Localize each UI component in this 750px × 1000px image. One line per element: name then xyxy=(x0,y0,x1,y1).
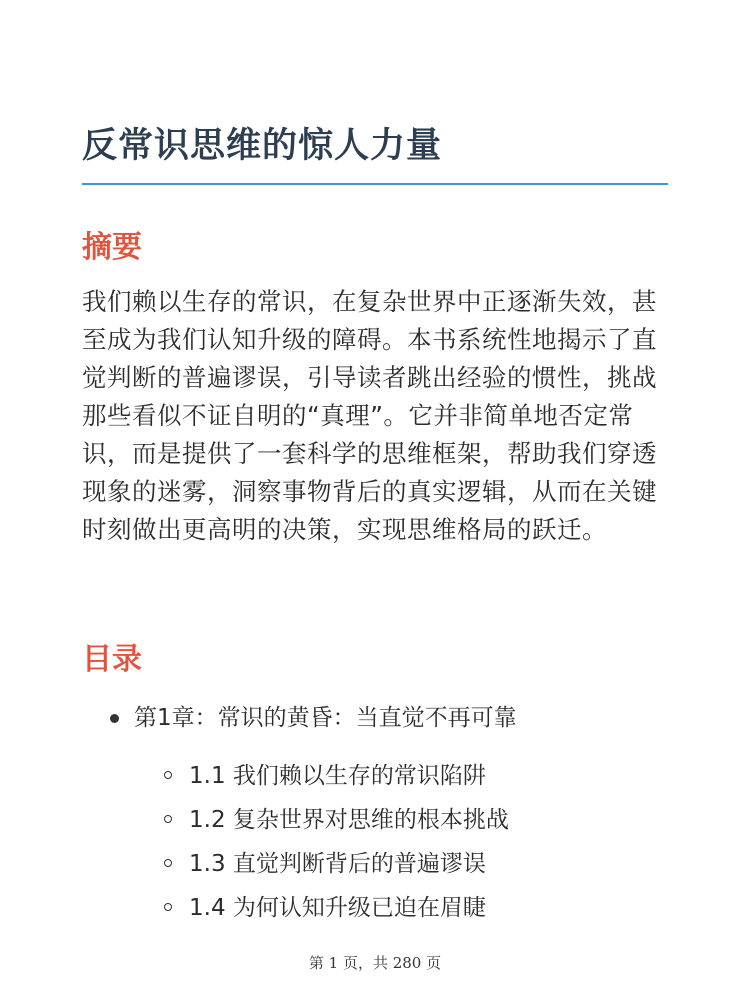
toc-chapter-label: 第1章：常识的黄昏：当直觉不再可靠 xyxy=(134,705,517,731)
toc-section-label: 1.4 为何认知升级已迫在眉睫 xyxy=(189,895,486,921)
hollow-bullet-icon xyxy=(164,859,172,867)
toc-section-item[interactable] xyxy=(82,890,668,934)
hollow-bullet-icon xyxy=(164,771,172,779)
abstract-heading: 摘要 xyxy=(82,230,142,265)
table-of-contents xyxy=(82,700,668,736)
abstract-paragraph: 我们赖以生存的常识，在复杂世界中正逐渐失效，甚至成为我们认知升级的障碍。本书系统性地揭示了直觉判断的普遍谬误，引导读者跳出经验的惯性，挑战那些看似不证自明的“真理”。它并非简单地否定常识，而是提供了一套科学的思维框架，帮助我们穿透现象的迷雾，洞察事物背后的真实逻辑，从而在关键时刻做出更高明的决策，实现思维格局的跃迁。 xyxy=(82,287,657,544)
toc-chapter-1[interactable] xyxy=(82,700,668,736)
toc-section-label: 1.3 直觉判断背后的普遍谬误 xyxy=(189,851,486,877)
toc-section-item[interactable] xyxy=(82,758,668,802)
toc-section-label: 1.2 复杂世界对思维的根本挑战 xyxy=(189,807,509,833)
filled-bullet-icon xyxy=(110,714,119,723)
page-number-footer: 第 1 页，共 280 页 xyxy=(308,954,442,972)
toc-section-list xyxy=(82,758,668,934)
toc-section-item[interactable] xyxy=(82,802,668,846)
title-divider xyxy=(82,183,668,185)
document-title: 反常识思维的惊人力量 xyxy=(82,126,443,166)
toc-heading: 目录 xyxy=(82,642,142,677)
hollow-bullet-icon xyxy=(164,815,172,823)
hollow-bullet-icon xyxy=(164,903,172,911)
toc-section-item[interactable] xyxy=(82,846,668,890)
toc-section-label: 1.1 我们赖以生存的常识陷阱 xyxy=(189,763,486,789)
